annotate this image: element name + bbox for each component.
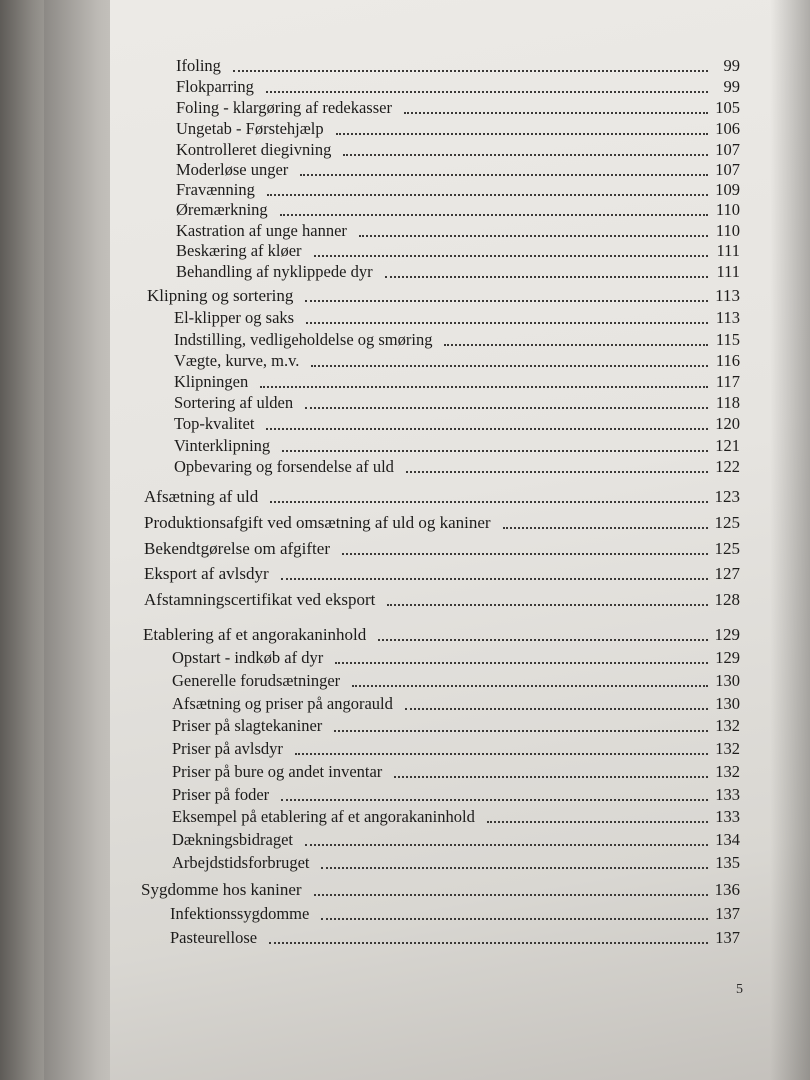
toc-entry (176, 200, 740, 222)
toc-entry (176, 98, 740, 120)
toc-section-page: 128 (714, 590, 740, 609)
toc-entry (174, 436, 740, 458)
toc-entry-page: 129 (715, 648, 740, 667)
toc-entry-title: Ifoling (176, 56, 221, 75)
toc-entry-title: Pasteurellose (170, 928, 258, 947)
toc-entry (176, 119, 740, 141)
toc-section-page: 136 (714, 880, 740, 899)
toc-entry-page: 122 (715, 457, 740, 476)
toc-entry (172, 671, 740, 693)
toc-section (144, 513, 740, 535)
toc-entry (172, 648, 740, 670)
toc-entry-title: Arbejdstidsforbruget (172, 853, 310, 872)
toc-section-page: 125 (714, 539, 740, 558)
dot-leader (343, 154, 708, 156)
dot-leader (305, 844, 708, 846)
dot-leader (314, 894, 708, 896)
dot-leader (306, 322, 708, 324)
dot-leader (405, 708, 708, 710)
dot-leader (266, 91, 708, 93)
toc-entry-title: Øremærkning (176, 200, 268, 219)
dot-leader (394, 776, 708, 778)
dot-leader (321, 867, 708, 869)
dot-leader (295, 753, 708, 755)
toc-section (143, 625, 740, 647)
toc-section-page: 125 (714, 513, 740, 532)
toc-entry-title: Dækningsbidraget (172, 830, 293, 849)
toc-entry-title: Sortering af ulden (174, 393, 294, 412)
toc-entry-title: Moderløse unger (176, 160, 289, 179)
toc-entry-page: 99 (723, 56, 740, 75)
toc-entry-title: Fravænning (176, 180, 255, 199)
dot-leader (352, 685, 708, 687)
dot-leader (334, 730, 708, 732)
toc-entry (176, 140, 740, 162)
toc-entry-title: Generelle forudsætninger (172, 671, 341, 690)
toc-entry-title: Opbevaring og forsendelse af uld (174, 457, 394, 476)
toc-section-title: Afstamningscertifikat ved eksport (144, 590, 376, 609)
dot-leader (385, 276, 708, 278)
dot-leader (503, 527, 708, 529)
toc-entry-title: Priser på slagtekaniner (172, 716, 323, 735)
toc-entry-page: 107 (715, 160, 740, 179)
toc-entry-title: Priser på avlsdyr (172, 739, 283, 758)
toc-entry-page: 134 (715, 830, 740, 849)
toc-entry-page: 120 (715, 414, 740, 433)
dot-leader (404, 112, 708, 114)
toc-entry-page: 109 (715, 180, 740, 199)
toc-entry-title: Infektionssygdomme (170, 904, 310, 923)
toc-section-page: 129 (714, 625, 740, 644)
toc-entry-title: Priser på foder (172, 785, 270, 804)
dot-leader (270, 501, 708, 503)
toc-section (141, 880, 740, 902)
toc-entry-title: Top-kvalitet (174, 414, 255, 433)
toc-entry-title: Flokparring (176, 77, 254, 96)
toc-entry-page: 113 (715, 308, 740, 327)
toc-entry-page: 137 (715, 904, 740, 923)
toc-section (144, 564, 740, 586)
toc-section (147, 286, 740, 308)
toc-entry-title: Vægte, kurve, m.v. (174, 351, 300, 370)
toc-entry (172, 830, 740, 852)
toc-entry-title: Behandling af nyklippede dyr (176, 262, 373, 281)
toc-section-page: 127 (714, 564, 740, 583)
toc-entry (170, 928, 740, 950)
toc-section-title: Klipning og sortering (147, 286, 294, 305)
dot-leader (267, 194, 708, 196)
toc-entry (172, 694, 740, 716)
toc-entry-page: 121 (715, 436, 740, 455)
toc-entry-page: 110 (715, 200, 740, 219)
dot-leader (281, 578, 708, 580)
dot-leader (335, 662, 708, 664)
toc-entry-page: 111 (716, 241, 740, 260)
toc-entry (172, 785, 740, 807)
toc-entry-page: 111 (716, 262, 740, 281)
dot-leader (280, 214, 708, 216)
toc-entry-page: 107 (715, 140, 740, 159)
toc-entry (172, 853, 740, 875)
toc-entry (176, 180, 740, 202)
toc-entry-title: El-klipper og saks (174, 308, 295, 327)
toc-entry (174, 457, 740, 479)
toc-entry (174, 351, 740, 373)
toc-entry-page: 133 (715, 807, 740, 826)
dot-leader (336, 133, 708, 135)
dot-leader (269, 942, 708, 944)
toc-section-title: Afsætning af uld (144, 487, 259, 506)
toc-entry-page: 115 (715, 330, 740, 349)
dot-leader (487, 821, 708, 823)
toc-entry-page: 110 (715, 221, 740, 240)
toc-entry (172, 739, 740, 761)
dot-leader (282, 450, 708, 452)
toc-entry (172, 716, 740, 738)
toc-section-page: 123 (714, 487, 740, 506)
toc-entry (176, 56, 740, 78)
toc-section-title: Etablering af et angorakaninhold (143, 625, 367, 644)
toc-entry-title: Klipningen (174, 372, 249, 391)
toc-entry-title: Priser på bure og andet inventar (172, 762, 383, 781)
toc-entry-page: 133 (715, 785, 740, 804)
toc-entry-title: Vinterklipning (174, 436, 271, 455)
toc-entry (172, 807, 740, 829)
toc-entry (174, 330, 740, 352)
toc-entry-page: 99 (723, 77, 740, 96)
toc-entry (174, 414, 740, 436)
toc-entry-page: 137 (715, 928, 740, 947)
dot-leader (342, 553, 708, 555)
toc-entry (170, 904, 740, 926)
toc-section (144, 487, 740, 509)
toc-entry-page: 118 (715, 393, 740, 412)
dot-leader (321, 918, 708, 920)
toc-entry-page: 132 (715, 739, 740, 758)
toc-entry-page: 106 (715, 119, 740, 138)
dot-leader (406, 471, 708, 473)
toc-entry (172, 762, 740, 784)
page-number: 5 (736, 982, 743, 997)
dot-leader (314, 255, 708, 257)
toc-section-title: Produktionsafgift ved omsætning af uld og kaniner (144, 513, 491, 532)
toc-entry (176, 160, 740, 182)
dot-leader (387, 604, 708, 606)
toc-entry (174, 393, 740, 415)
dot-leader (305, 407, 708, 409)
toc-entry-page: 105 (715, 98, 740, 117)
toc-entry-page: 130 (715, 671, 740, 690)
dot-leader (311, 365, 708, 367)
toc-entry-title: Kastration af unge hanner (176, 221, 347, 240)
toc-entry-title: Foling - klargøring af redekasser (176, 98, 392, 117)
dot-leader (300, 174, 708, 176)
toc-section-page: 113 (715, 286, 740, 305)
toc-entry-page: 135 (715, 853, 740, 872)
toc-entry (176, 241, 740, 263)
toc-entry-page: 130 (715, 694, 740, 713)
toc-entry-page: 117 (715, 372, 740, 391)
toc-entry-title: Indstilling, vedligeholdelse og smøring (174, 330, 433, 349)
toc-section (144, 539, 740, 561)
toc-entry-title: Eksempel på etablering af et angorakaninhold (172, 807, 475, 826)
toc-entry (174, 372, 740, 394)
dot-leader (281, 799, 708, 801)
toc-section-title: Sygdomme hos kaniner (141, 880, 302, 899)
dot-leader (266, 428, 708, 430)
toc-entry-title: Opstart - indkøb af dyr (172, 648, 324, 667)
toc-entry-page: 132 (715, 762, 740, 781)
toc-section-title: Bekendtgørelse om afgifter (144, 539, 330, 558)
toc-entry (176, 77, 740, 99)
dot-leader (260, 386, 708, 388)
dot-leader (233, 70, 708, 72)
toc-entry-title: Kontrolleret diegivning (176, 140, 332, 159)
dot-leader (359, 235, 708, 237)
toc-entry-page: 116 (715, 351, 740, 370)
toc-entry-title: Beskæring af kløer (176, 241, 302, 260)
dot-leader (305, 300, 708, 302)
toc-entry (176, 262, 740, 284)
toc-entry-title: Afsætning og priser på angorauld (172, 694, 393, 713)
dot-leader (378, 639, 708, 641)
toc-entry-title: Ungetab - Førstehjælp (176, 119, 324, 138)
toc-entry (174, 308, 740, 330)
toc-section (144, 590, 740, 612)
dot-leader (444, 344, 708, 346)
toc-entry-page: 132 (715, 716, 740, 735)
toc-section-title: Eksport af avlsdyr (144, 564, 269, 583)
toc-entry (176, 221, 740, 243)
